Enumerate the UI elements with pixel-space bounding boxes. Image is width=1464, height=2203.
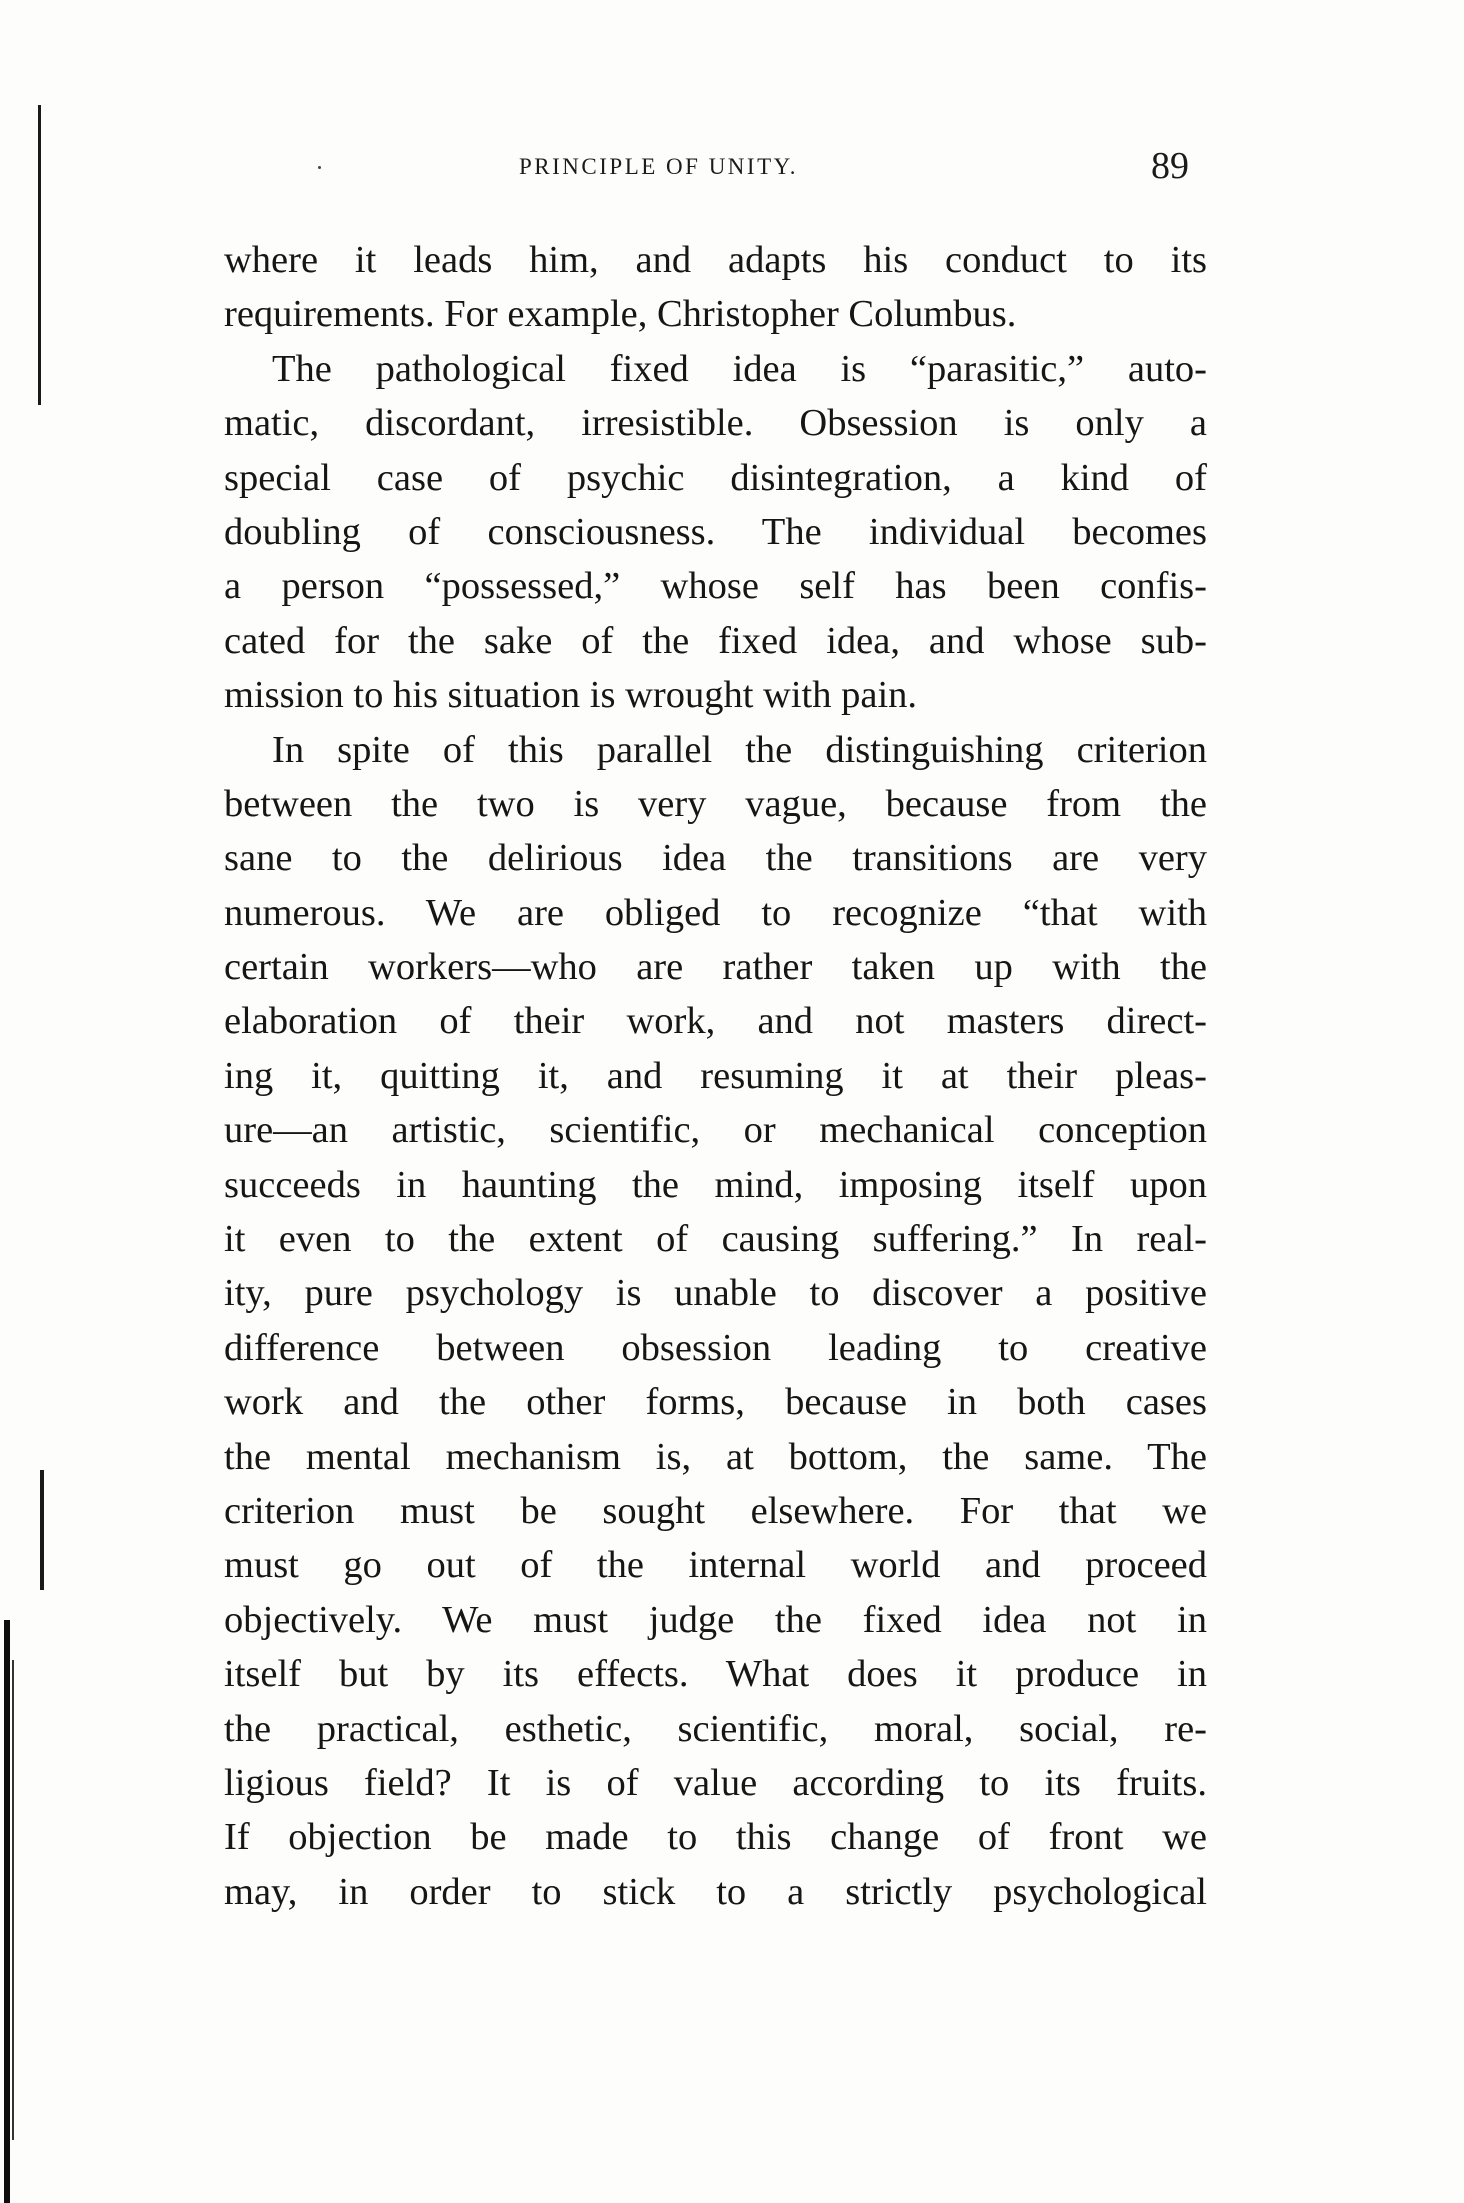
text-line: doubling of consciousness. The individual becomes [224, 510, 1207, 553]
text-line: elaboration of their work, and not masters direct- [224, 1000, 1207, 1043]
running-title: PRINCIPLE OF UNITY. [519, 154, 799, 179]
text-line: itself but by its effects. What does it produce in [224, 1653, 1207, 1696]
text-line: criterion must be sought elsewhere. For that we [224, 1489, 1207, 1532]
text-line: must go out of the internal world and proceed [224, 1544, 1207, 1587]
text-line: where it leads him, and adapts his conduct to its [224, 239, 1207, 281]
text-line: between the two is very vague, because from the [224, 782, 1207, 825]
text-line: difference between obsession leading to creative [224, 1326, 1207, 1369]
text-line: ure—an artistic, scientific, or mechanical conception [224, 1109, 1207, 1152]
text-line: the mental mechanism is, at bottom, the same. The [224, 1435, 1207, 1478]
text-line: ity, pure psychology is unable to discover a positive [224, 1272, 1207, 1315]
text-line: objectively. We must judge the fixed idea not in [224, 1598, 1207, 1641]
page-number: 89 [1151, 145, 1189, 187]
text-line: the practical, esthetic, scientific, moral, social, re- [224, 1707, 1207, 1750]
text-line: sane to the delirious idea the transitions are very [224, 837, 1207, 880]
text-line: In spite of this parallel the distinguishing criterion [272, 728, 1207, 771]
text-line: mission to his situation is wrought with pain. [224, 674, 918, 717]
running-head [0, 145, 1464, 198]
text-line: If objection be made to this change of front we [224, 1816, 1207, 1859]
body-text [224, 233, 1207, 1919]
text-line: ing it, quitting it, and resuming it at their pleas- [224, 1054, 1207, 1097]
text-line: cated for the sake of the fixed idea, and whose sub- [224, 619, 1207, 662]
print-speck [318, 166, 321, 169]
text-line: may, in order to stick to a strictly psychological [224, 1870, 1207, 1913]
binding-edge [12, 1660, 14, 2140]
text-line: a person “possessed,” whose self has been confis- [224, 565, 1207, 608]
text-line: The pathological fixed idea is “parasitic,” auto- [272, 347, 1207, 390]
binding-edge [4, 1620, 10, 2203]
text-line: succeeds in haunting the mind, imposing itself upon [224, 1163, 1207, 1206]
text-line: ligious field? It is of value according to its fruits. [224, 1761, 1207, 1804]
text-line: special case of psychic disintegration, a kind of [224, 456, 1207, 499]
gutter-shadow [40, 1470, 44, 1590]
text-line: requirements. For example, Christopher Columbus. [224, 293, 1017, 336]
text-line: numerous. We are obliged to recognize “that with [224, 891, 1207, 934]
text-line: work and the other forms, because in both cases [224, 1381, 1207, 1424]
text-line: certain workers—who are rather taken up with the [224, 946, 1207, 989]
text-line: matic, discordant, irresistible. Obsession is only a [224, 402, 1207, 445]
text-line: it even to the extent of causing suffering.” In real- [224, 1218, 1207, 1261]
